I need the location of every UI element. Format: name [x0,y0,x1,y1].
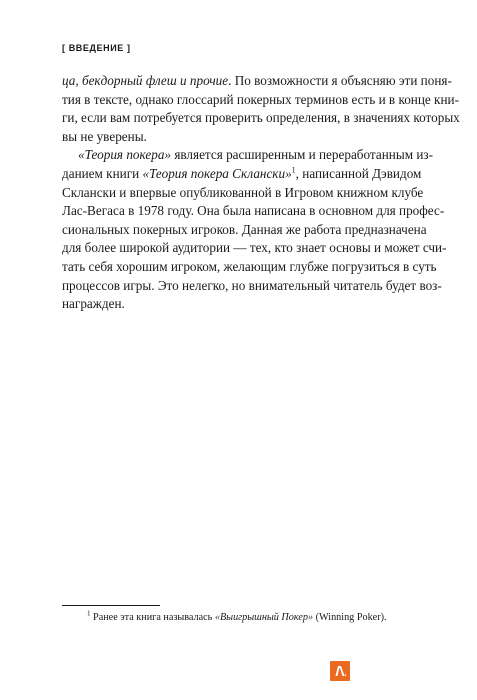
text-fragment: Ранее эта книга называлась [90,612,215,623]
publisher-logo-icon [330,661,350,681]
text-line: вы не уверены. [62,128,147,144]
text-line [62,146,433,165]
footnote [87,611,387,624]
text-fragment: . По возможности я объясняю эти поня- [228,73,452,88]
footnote-number: 1 [87,609,91,618]
text-line: для более широкой аудитории — тех, кто знает основы и может счи- [62,240,447,256]
book-title: «Теория покера» [78,147,172,163]
text-line [62,72,452,91]
paragraph-1 [62,72,460,146]
footnote-ref[interactable]: 1 [291,165,296,175]
text-fragment: , написанной Дэвидом [295,165,422,181]
italic-term: ца, бекдорный флеш и прочие [62,73,229,88]
running-header: [ ВВЕДЕНИЕ ] [62,43,131,53]
text-fragment: (Winning Poker). [313,612,387,623]
text-line: процессов игры. Это нелегко, но внимательный читатель будет воз- [62,277,442,293]
text-line: Лас-Вегаса в 1978 году. Она была написана в основном для профес- [62,203,445,219]
text-line: сиональных покерных игроков. Данная же работа предназначена [62,221,427,237]
text-line: Склански и впервые опубликованной в Игровом книжном клубе [62,184,424,200]
page-body [62,72,460,314]
text-line: тать себя хорошим игроком, желающим глубже погрузиться в суть [62,258,437,274]
text-fragment: является расширенным и переработанным из- [171,147,433,163]
text-line [62,165,422,184]
paragraph-2 [62,146,447,313]
text-line: ги, если вам потребуется проверить определения, в значениях которых [62,110,460,126]
footnote-divider [62,605,160,606]
text-line: тия в тексте, однако глоссарий покерных терминов есть и в конце кни- [62,91,459,107]
book-title: «Теория покера Склански» [142,165,292,181]
book-title: «Выигрышный Покер» [214,612,314,623]
text-fragment: данием книги [62,165,143,181]
text-line: награжден. [62,296,125,312]
publisher-logo-glyph [330,661,350,681]
